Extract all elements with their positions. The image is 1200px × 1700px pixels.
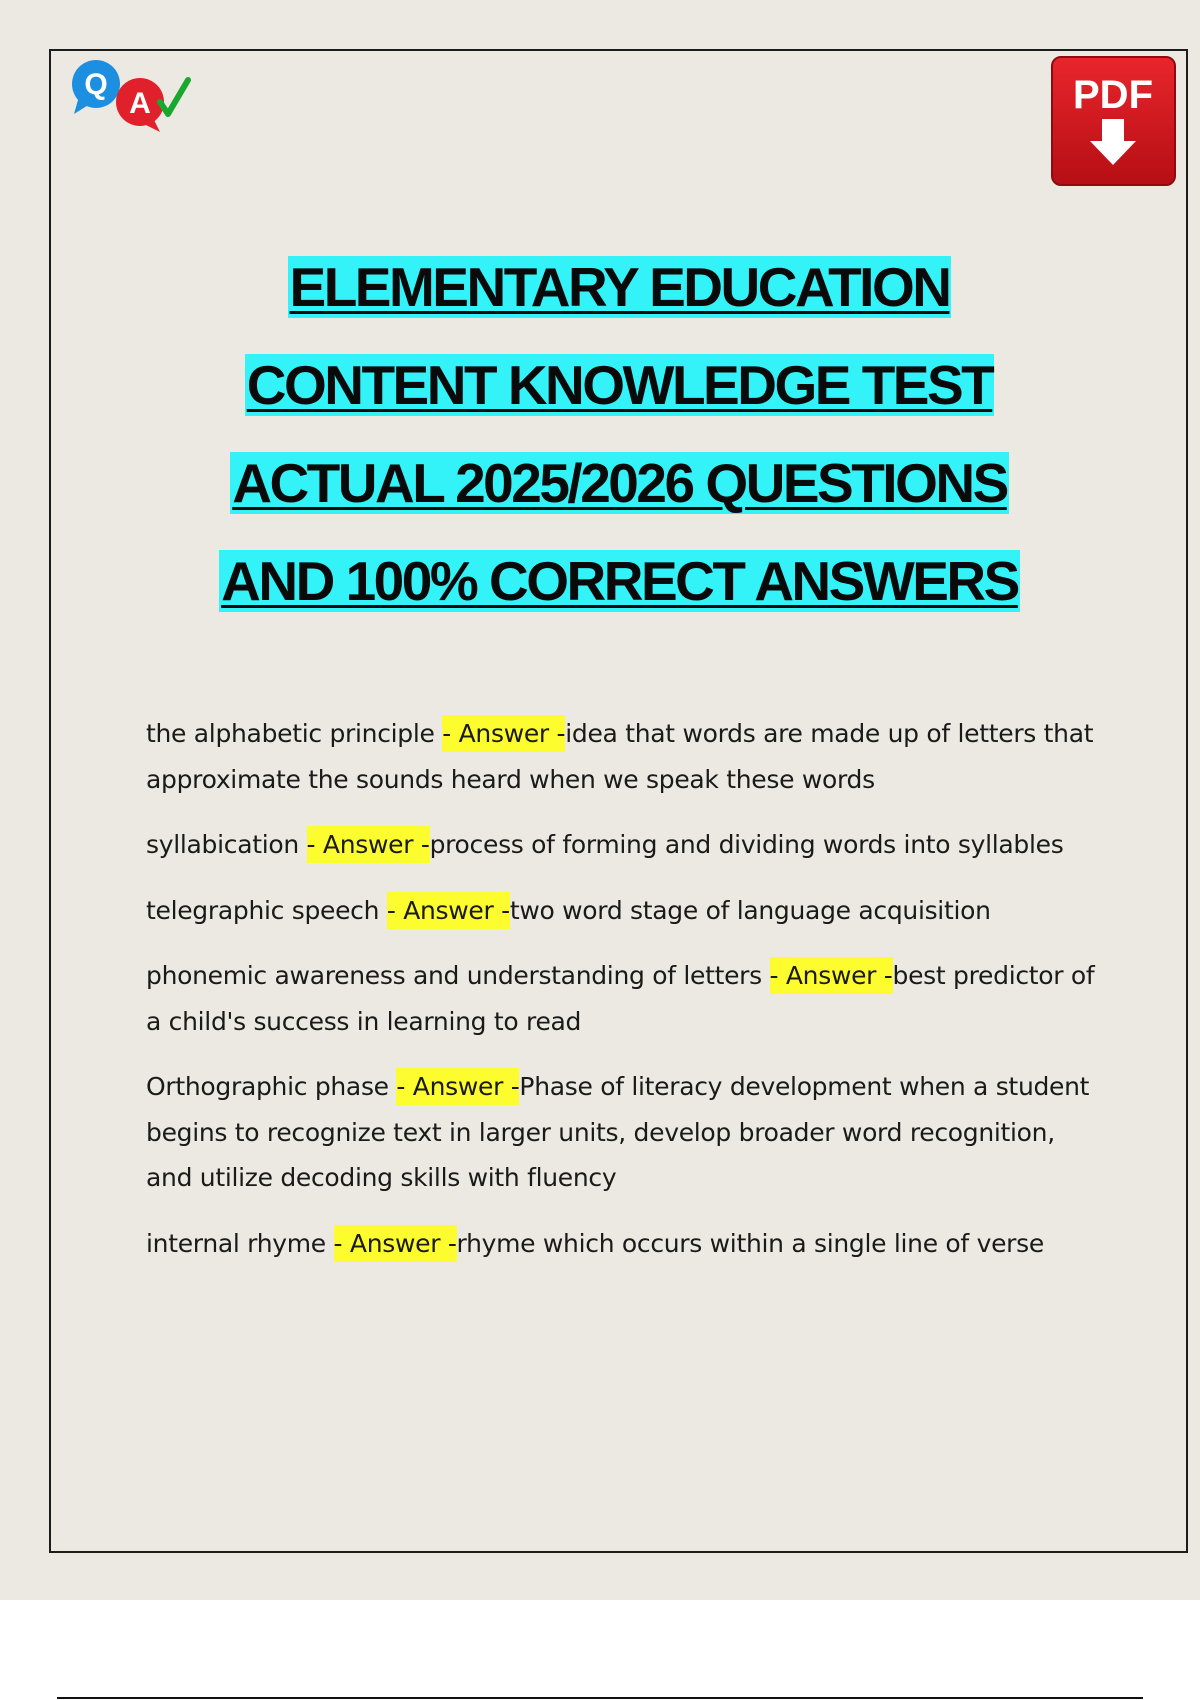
answer-bubble-icon — [116, 78, 164, 132]
qa-entry — [146, 888, 1096, 934]
title-line: ACTUAL 2025/2026 QUESTIONS — [232, 452, 1007, 514]
qa-term: internal rhyme — [146, 1228, 334, 1258]
qa-term: phonemic awareness and understanding of letters — [146, 961, 770, 990]
qa-definition: two word stage of language acquisition — [509, 895, 991, 925]
answer-label: - Answer - — [307, 826, 430, 863]
qa-term: Orthographic phase — [146, 1072, 397, 1101]
answer-label: - Answer - — [334, 1225, 457, 1262]
qa-definition: best predictor of a child's success in learning to read — [146, 961, 1095, 1036]
qa-list — [146, 711, 1096, 1286]
qa-entry — [146, 822, 1096, 868]
qa-definition: rhyme which occurs within a single line of verse — [456, 1228, 1044, 1258]
qa-definition: Phase of literacy development when a student begins to recognize text in larger units, develop broader word recognition, and utilize decoding skills with fluency — [146, 1072, 1090, 1192]
qa-entry — [146, 953, 1096, 1044]
document-title — [0, 238, 1200, 630]
answer-label: - Answer - — [770, 957, 893, 994]
qa-entry — [146, 1064, 1096, 1201]
title-line: AND 100% CORRECT ANSWERS — [221, 550, 1018, 612]
logo-a-letter: A — [129, 87, 151, 120]
bottom-divider — [57, 1697, 1143, 1699]
checkmark-icon — [160, 80, 188, 114]
answer-label: - Answer - — [442, 715, 565, 752]
qa-term: syllabication — [146, 830, 307, 859]
qa-term: the alphabetic principle — [146, 719, 443, 748]
qa-entry — [146, 1221, 1096, 1267]
answer-label: - Answer - — [396, 1068, 519, 1105]
qa-entry — [146, 711, 1096, 802]
pdf-download-icon[interactable] — [1050, 55, 1177, 187]
logo-q-letter: Q — [84, 68, 108, 101]
pdf-label: PDF — [1073, 73, 1153, 117]
answer-label: - Answer - — [387, 892, 510, 929]
title-line: ELEMENTARY EDUCATION — [289, 256, 950, 318]
title-line: CONTENT KNOWLEDGE TEST — [246, 354, 993, 416]
qa-logo — [68, 56, 198, 136]
qa-term: telegraphic speech — [146, 895, 387, 925]
question-bubble-icon — [72, 60, 120, 114]
qa-definition: idea that words are made up of letters that approximate the sounds heard when we speak these words — [146, 719, 1094, 794]
qa-definition: process of forming and dividing words into syllables — [429, 830, 1064, 859]
